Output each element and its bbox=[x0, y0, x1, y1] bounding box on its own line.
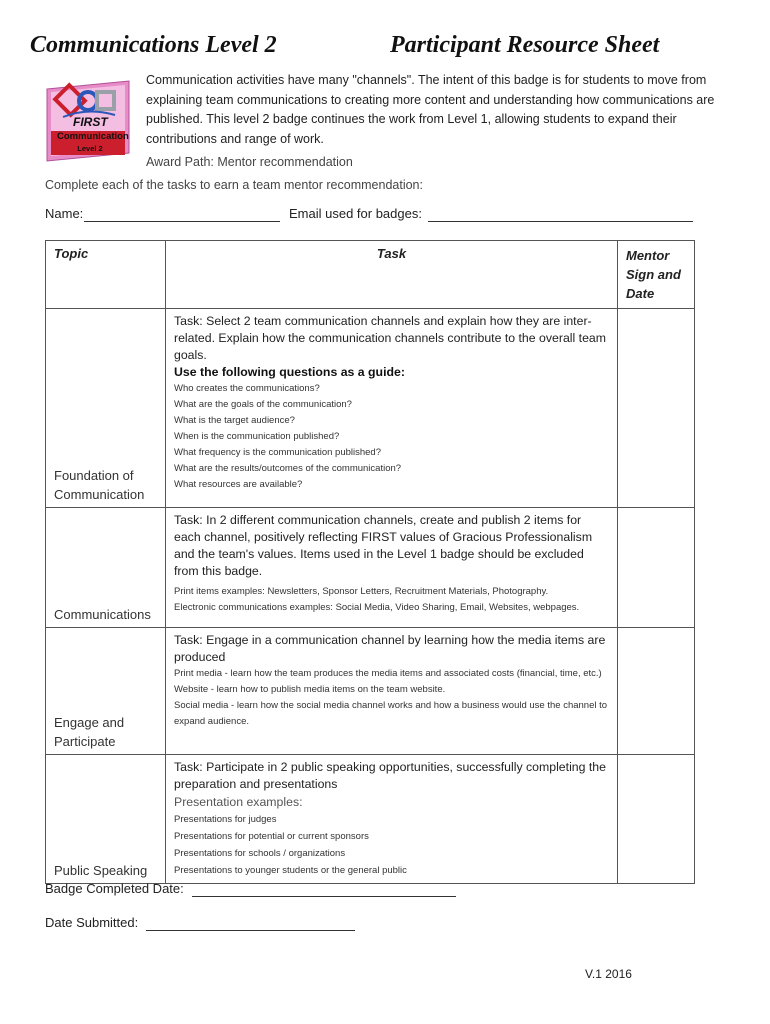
version-label: V.1 2016 bbox=[585, 967, 632, 981]
award-path: Award Path: Mentor recommendation bbox=[146, 155, 353, 169]
topic-cell bbox=[46, 628, 166, 755]
task-cell bbox=[166, 755, 618, 884]
page-title-right: Participant Resource Sheet bbox=[390, 32, 660, 58]
table-row bbox=[46, 309, 695, 508]
task-cell bbox=[166, 508, 618, 628]
guide-heading: Use the following questions as a guide: bbox=[174, 365, 405, 379]
task-cell bbox=[166, 309, 618, 508]
badge-completed-field-line[interactable] bbox=[192, 882, 456, 897]
badge-name: Communication bbox=[57, 131, 129, 142]
mentor-sign-cell[interactable] bbox=[618, 309, 695, 508]
guide-question: What is the target audience? bbox=[174, 415, 295, 426]
page-title-left: Communications Level 2 bbox=[30, 32, 277, 58]
table-header-row bbox=[46, 241, 695, 309]
topic-label: Foundation of Communication bbox=[54, 468, 145, 502]
topic-cell bbox=[46, 508, 166, 628]
table-row bbox=[46, 628, 695, 755]
example-line: Presentations for schools / organizations bbox=[174, 848, 346, 859]
example-line: Presentations for potential or current sponsors bbox=[174, 831, 369, 842]
guide-question: What frequency is the communication published? bbox=[174, 447, 382, 458]
badge-brand: FIRST bbox=[73, 115, 108, 129]
guide-question: When is the communication published? bbox=[174, 431, 340, 442]
header-task: Task bbox=[166, 241, 618, 309]
task-table bbox=[45, 240, 695, 884]
example-line: Electronic communications examples: Social Media, Video Sharing, Email, Websites, webpages. bbox=[174, 602, 580, 613]
mentor-sign-cell[interactable] bbox=[618, 508, 695, 628]
topic-cell bbox=[46, 309, 166, 508]
topic-label: Engage and Participate bbox=[54, 715, 125, 749]
mentor-sign-cell[interactable] bbox=[618, 755, 695, 884]
task-cell bbox=[166, 628, 618, 755]
communication-badge-logo bbox=[45, 73, 131, 167]
date-submitted-field-line[interactable] bbox=[146, 916, 355, 931]
task-text: Task: Engage in a communication channel by learning how the media items are produced bbox=[174, 633, 606, 664]
email-label: Email used for badges: bbox=[289, 206, 422, 221]
example-line: Presentations to younger students or the general public bbox=[174, 865, 407, 876]
guide-question: Who creates the communications? bbox=[174, 383, 320, 394]
header-topic: Topic bbox=[46, 241, 166, 309]
table-row bbox=[46, 755, 695, 884]
example-line: Presentations for judges bbox=[174, 814, 277, 825]
task-text: Task: In 2 different communication channels, create and publish 2 items for each channel, positively reflecting FIRST values of Gracious Professionalism and the team's values. Items used in the Level 1 badge should be excluded from this badge. bbox=[174, 513, 593, 578]
examples-heading: Presentation examples: bbox=[174, 795, 303, 809]
task-text: Task: Select 2 team communication channels and explain how they are inter-related. Explain how the communication channels contribute to the overall team goals. bbox=[174, 314, 607, 362]
badge-completed-label: Badge Completed Date: bbox=[45, 881, 184, 896]
detail-line: Print media - learn how the team produces the media items and associated costs (financial, time, etc.) bbox=[174, 668, 602, 679]
mentor-sign-cell[interactable] bbox=[618, 628, 695, 755]
badge-level: Level 2 bbox=[77, 144, 103, 153]
guide-question: What resources are available? bbox=[174, 479, 303, 490]
instructions: Complete each of the tasks to earn a team mentor recommendation: bbox=[45, 178, 423, 192]
email-field-line[interactable] bbox=[428, 207, 693, 222]
name-label: Name: bbox=[45, 206, 84, 221]
name-field-line[interactable] bbox=[84, 207, 280, 222]
task-text: Task: Participate in 2 public speaking opportunities, successfully completing the preparation and presentations bbox=[174, 760, 606, 791]
topic-label: Communications bbox=[54, 607, 151, 622]
table-row bbox=[46, 508, 695, 628]
topic-label: Public Speaking bbox=[54, 863, 148, 878]
date-submitted-label: Date Submitted: bbox=[45, 915, 139, 930]
guide-question: What are the results/outcomes of the communication? bbox=[174, 463, 402, 474]
example-line: Print items examples: Newsletters, Sponsor Letters, Recruitment Materials, Photography. bbox=[174, 586, 549, 597]
topic-cell bbox=[46, 755, 166, 884]
detail-line: Website - learn how to publish media items on the team website. bbox=[174, 684, 446, 695]
guide-question: What are the goals of the communication? bbox=[174, 399, 352, 410]
detail-line: Social media - learn how the social media channel works and how a business would use the channel to expand audience. bbox=[174, 700, 608, 727]
header-mentor: Mentor Sign and Date bbox=[618, 241, 695, 309]
intro-paragraph: Communication activities have many "channels". The intent of this badge is for students to move from explaining team communications to creating more content and understanding how communications are published. This level 2 badge continues the work from Level 1, allowing students to expand their contributions and range of work. bbox=[146, 73, 715, 146]
